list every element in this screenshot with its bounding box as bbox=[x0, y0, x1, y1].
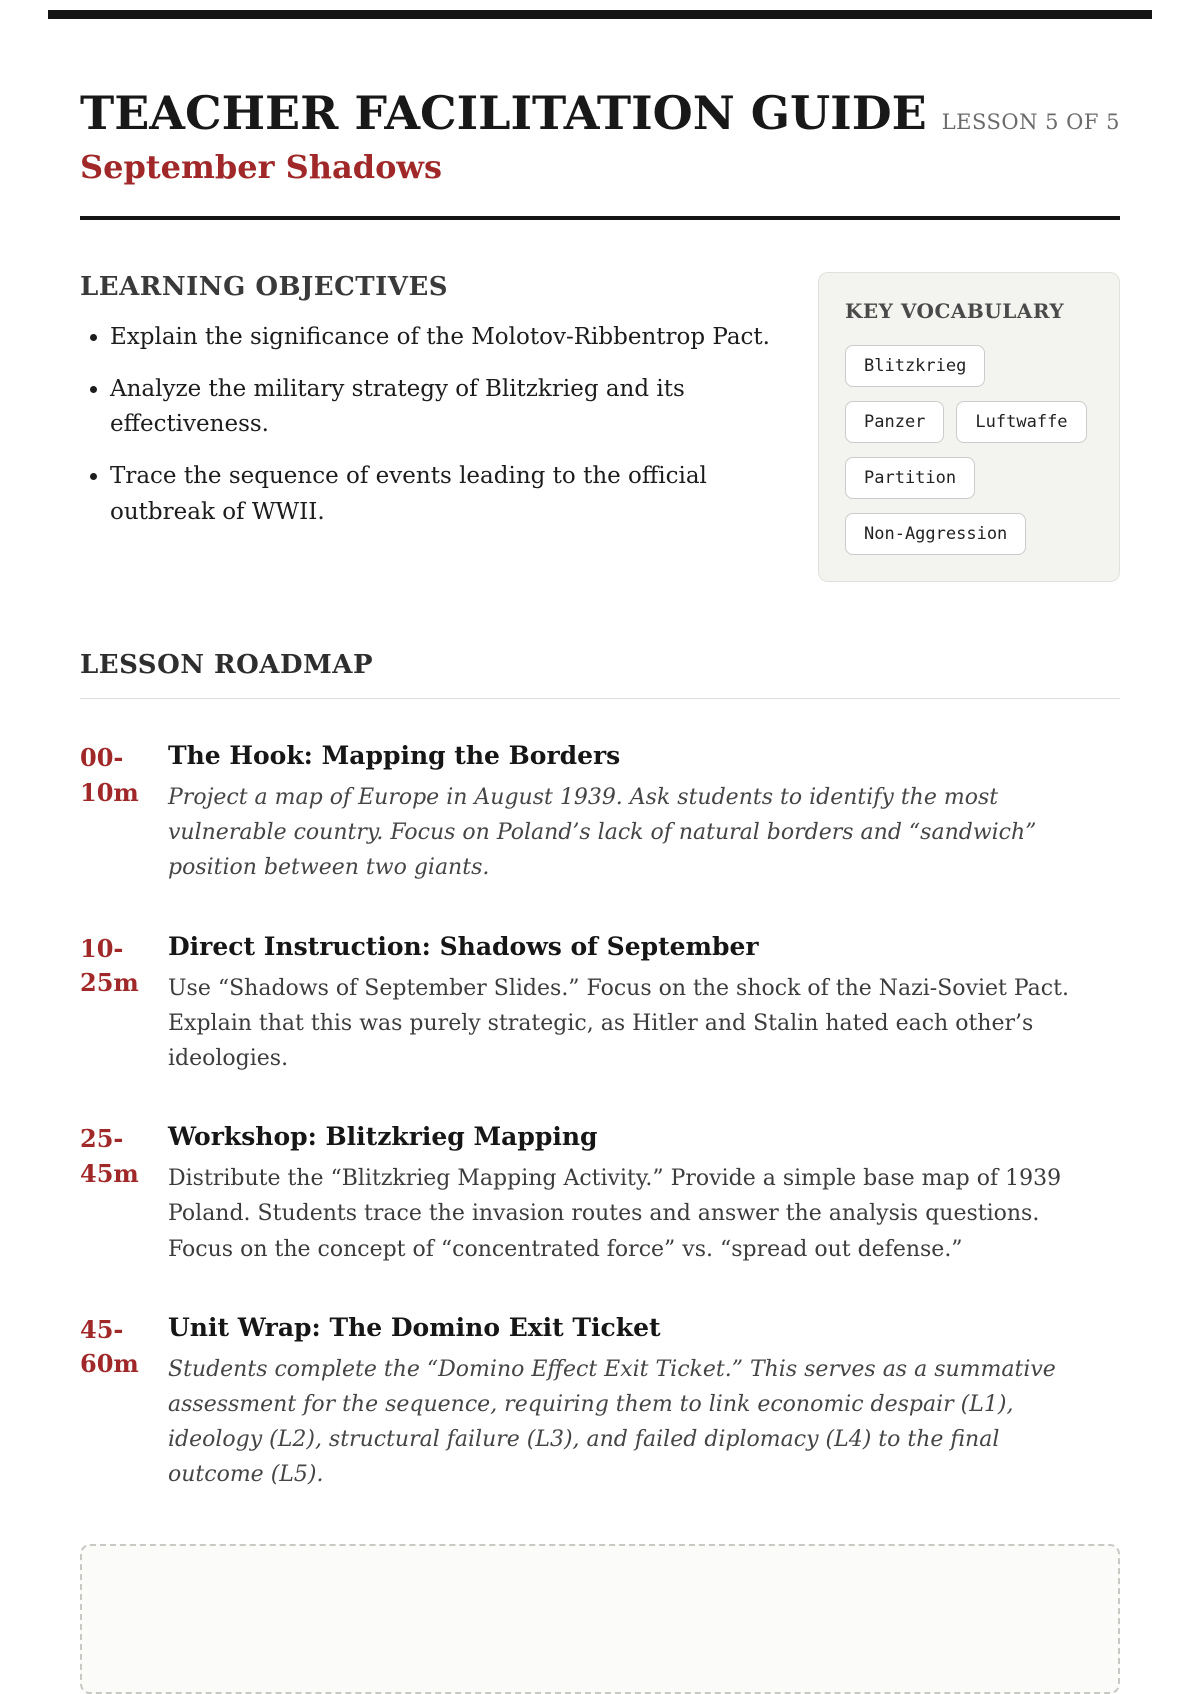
header-divider bbox=[80, 216, 1120, 220]
roadmap-item-title: Direct Instruction: Shadows of September bbox=[168, 931, 759, 961]
lesson-roadmap-section bbox=[80, 650, 1120, 1492]
roadmap-item-content bbox=[168, 741, 1120, 886]
roadmap-item bbox=[80, 932, 1120, 1077]
top-accent-bar bbox=[48, 10, 1152, 19]
roadmap-item bbox=[80, 741, 1120, 886]
time-start: 10- bbox=[80, 933, 124, 963]
roadmap-item-description: Distribute the “Blitzkrieg Mapping Activity.” Provide a simple base map of 1939 Poland. Students trace the invasion routes and answer the analysis questions. Focus on the concept of “concentrated force” vs. “spread out defense.” bbox=[168, 1166, 1062, 1262]
learning-objectives-section bbox=[80, 272, 782, 546]
objective-item bbox=[110, 372, 782, 443]
time-end: 25m bbox=[80, 968, 139, 998]
time-start: 45- bbox=[80, 1314, 124, 1344]
roadmap-time-range bbox=[80, 932, 146, 1077]
objective-text: Trace the sequence of events leading to the official outbreak of WWII. bbox=[110, 462, 707, 525]
roadmap-time-range bbox=[80, 1313, 146, 1493]
roadmap-item bbox=[80, 1122, 1120, 1267]
vocabulary-term-list bbox=[845, 345, 1093, 555]
objective-item bbox=[110, 320, 782, 356]
notes-placeholder-box bbox=[80, 1544, 1120, 1694]
roadmap-item-title: Unit Wrap: The Domino Exit Ticket bbox=[168, 1312, 661, 1342]
vocab-term-chip: Luftwaffe bbox=[956, 401, 1086, 443]
roadmap-heading: LESSON ROADMAP bbox=[80, 650, 1120, 699]
objective-text: Analyze the military strategy of Blitzkrieg and its effectiveness. bbox=[110, 375, 685, 438]
roadmap-item bbox=[80, 1313, 1120, 1493]
roadmap-time-range bbox=[80, 741, 146, 886]
objectives-list bbox=[80, 320, 782, 530]
objectives-and-vocabulary bbox=[80, 272, 1120, 582]
lesson-counter: LESSON 5 OF 5 bbox=[941, 110, 1120, 134]
roadmap-item-description: Students complete the “Domino Effect Exit Ticket.” This serves as a summative assessment for the sequence, requiring them to link economic despair (L1), ideology (L2), structural failure (L3), and failed diplomacy (L4) to the final outcome (L5). bbox=[168, 1356, 1056, 1488]
roadmap-item-description: Use “Shadows of September Slides.” Focus on the shock of the Nazi-Soviet Pact. Explain that this was purely strategic, as Hitler and Stalin hated each other’s ideologies. bbox=[168, 975, 1069, 1071]
time-end: 60m bbox=[80, 1349, 139, 1379]
title-row bbox=[80, 0, 1120, 140]
vocab-term-chip: Panzer bbox=[845, 401, 944, 443]
objective-item bbox=[110, 459, 782, 530]
vocabulary-heading: KEY VOCABULARY bbox=[845, 299, 1065, 323]
time-start: 25- bbox=[80, 1124, 124, 1154]
lesson-subtitle: September Shadows bbox=[80, 148, 442, 186]
roadmap-item-content bbox=[168, 1313, 1120, 1493]
objectives-heading: LEARNING OBJECTIVES bbox=[80, 272, 449, 302]
roadmap-item-description: Project a map of Europe in August 1939. Ask students to identify the most vulnerable country. Focus on Poland’s lack of natural borders and “sandwich” position between two giants. bbox=[168, 785, 1037, 881]
page-title: TEACHER FACILITATION GUIDE bbox=[80, 86, 927, 140]
roadmap-item-title: Workshop: Blitzkrieg Mapping bbox=[168, 1122, 598, 1152]
guide-header bbox=[80, 0, 1120, 220]
time-start: 00- bbox=[80, 743, 124, 772]
vocab-term-chip: Non-Aggression bbox=[845, 513, 1026, 555]
roadmap-item-title: The Hook: Mapping the Borders bbox=[168, 741, 621, 770]
roadmap-item-content bbox=[168, 1122, 1120, 1267]
vocab-term-chip: Partition bbox=[845, 457, 975, 499]
vocab-term-chip: Blitzkrieg bbox=[845, 345, 985, 387]
time-end: 45m bbox=[80, 1158, 139, 1188]
roadmap-time-range bbox=[80, 1122, 146, 1267]
time-end: 10m bbox=[80, 777, 139, 807]
objective-text: Explain the significance of the Molotov-Ribbentrop Pact. bbox=[110, 324, 770, 350]
roadmap-item-content bbox=[168, 932, 1120, 1077]
key-vocabulary-panel bbox=[818, 272, 1120, 582]
